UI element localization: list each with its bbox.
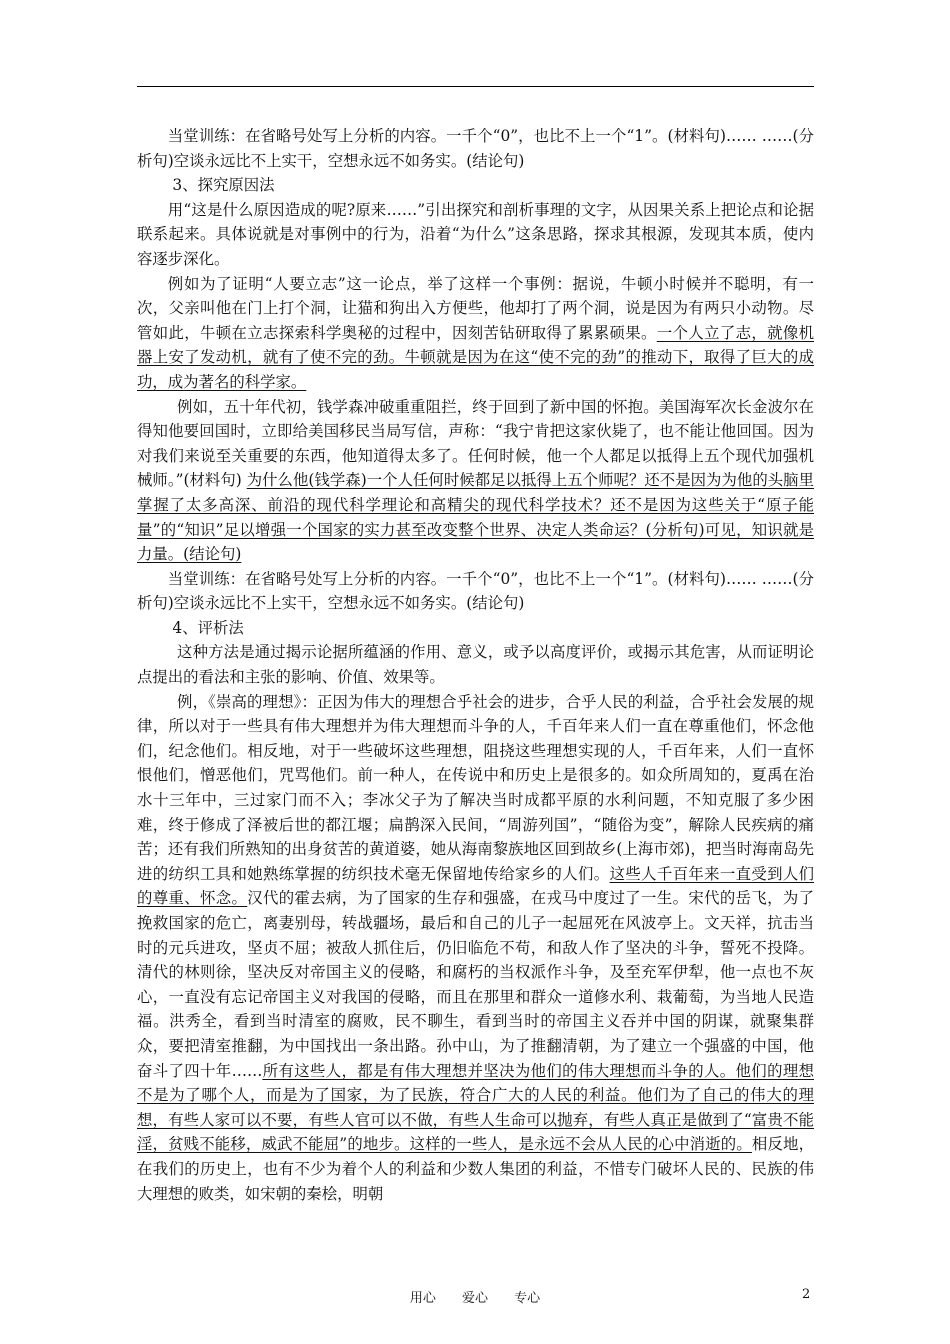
text-run: 例，《崇高的理想》：正因为伟大的理想合乎社会的进步，合乎人民的利益，合乎社会发展的规律，所以对于一些具有伟大理想并为伟大理想而斗争的人，千百年来人们一直在尊重他们，怀念他们，纪念他们。相反地，对于一些破坏这些理想，阻挠这些理想实现的人，千百年来，人们一直怀恨他们，憎恶他们，咒骂他们。前一种人，在传说中和历史上是很多的。如众所周知的，夏禹在治水十三年中，三过家门而不入；李冰父子为了解决当时成都平原的水利问题，不知克服了多少困难，终于修成了泽被后世的都江堰；扁鹊深入民间，“周游列国”，“随俗为变”，解除人民疾病的痛苦；还有我们所熟知的出身贫苦的黄道婆，她从海南黎族地区回到故乡(上海市郊)，把当时海南岛先进的纺织工具和她熟练掌握的纺织技术毫无保留地传给家乡的人们。 — [137, 692, 814, 883]
underlined-text: 为什么他(钱学森)一个人任何时候都足以抵得上五个师呢？还不是因为为他的头脑里掌握了太多高深、前沿的现代科学理论和高精尖的现代科学技术？还不是因为这些关于“原子能量”的“知识”足以增强一个国家的实力甚至改变整个世界、决定人类命运？(分析句)可见，知识就是力量。(结论句) — [137, 471, 814, 564]
text-run: 例如为了证明“人要立志”这一论点，举了这样一个事例：据说，牛顿小时候并不聪明，有一次，父亲叫他在门上打个洞，让猫和狗出入方便些，他却打了两个洞，说是因为有两只小动物。尽管如此，牛顿在立志探索科学奥秘的过程中，因刻苦钻研取得了累累硕果。 — [137, 274, 814, 342]
page-number: 2 — [802, 1287, 811, 1302]
underlined-text: 所有这些人，都是有伟大理想并坚决为他们的伟大理想而斗争的人。他们的理想不是为了哪个人，而是为了国家，为了民族，符合广大的人民的利益。他们为了自己的伟大的理想，有些人家可以不要，有些人官可以不做，有些人生命可以抛弃，有些人真正是做到了“富贵不能淫，贫贱不能移，威武不能屈”的地步。这样的一些人，是永远不会从人民的心中消逝的。 — [137, 1061, 814, 1154]
paragraph — [137, 640, 814, 689]
footer-motto: 用心 爱心 专心 — [409, 1291, 541, 1306]
text-run: 当堂训练：在省略号处写上分析的内容。一千个“0”，也比不上一个“1”。(材料句)…… ……(分析句)空谈永远比不上实干，空想永远不如务实。(结论句) — [137, 127, 814, 170]
text-run: 这种方法是通过揭示论据所蕴涵的作用、意义，或予以高度评价，或揭示其危害，从而证明论点提出的看法和主张的影响、价值、效果等。 — [137, 643, 814, 687]
text-run: 汉代的霍去病，为了国家的生存和强盛，在戎马中度过了一生。宋代的岳飞，为了挽救国家的危亡，离妻别母，转战疆场，最后和自己的儿子一起屈死在风波亭上。文天祥，抗击当时的元兵进攻，坚贞不屈；被敌人抓住后，仍旧临危不苟，和敌人作了坚决的斗争，誓死不投降。清代的林则徐，坚决反对帝国主义的侵略，和腐朽的当权派作斗争，及至充军伊犁，他一点也不灰心，一直没有忘记帝国主义对我国的侵略，而且在那里和群众一道修水利、栽葡萄，为当地人民造福。洪秀全，看到当时清室的腐败，民不聊生，看到当时的帝国主义吞并中国的阴谋，就聚集群众，要把清室推翻，为中国找出一条出路。孙中山，为了推翻清朝，为了建立一个强盛的中国，他奋斗了四十年…… — [137, 889, 814, 1080]
text-run: 相反地，在我们的历史上，也有不少为着个人的利益和少数人集团的利益，不惜专门破坏人民的、民族的伟大理想的败类，如宋朝的秦桧，明朝 — [137, 1135, 814, 1203]
paragraph — [137, 690, 814, 1206]
text-run: 当堂训练：在省略号处写上分析的内容。一千个“0”，也比不上一个“1”。(材料句)…… ……(分析句)空谈永远比不上实干，空想永远不如务实。(结论句) — [137, 569, 814, 613]
header-rule — [137, 86, 814, 87]
underlined-text: 一个人立了志，就像机器上安了发动机，就有了使不完的劲。牛顿就是因为在这“使不完的劲”的推动下，取得了巨大的成功，成为著名的科学家。 — [137, 323, 814, 391]
text-run: 例如，五十年代初，钱学森冲破重重阻拦，终于回到了新中国的怀抱。美国海军次长金波尔在得知他要回国时，立即给美国移民当局写信，声称：“我宁肯把这家伙毙了，也不能让他回国。因为对我们来说至关重要的东西，他知道得太多了。任何时候，他一个人都足以抵得上五个现代加强机械师。”(材料句) — [137, 397, 814, 490]
paragraph — [137, 272, 814, 395]
text-run: 用“这是什么原因造成的呢?原来……”引出探究和剖析事理的文字，从因果关系上把论点和论据联系起来。具体说就是对事例中的行为，沿着“为什么”这条思路，探求其根源，发现其本质，使内容逐步深化。 — [137, 200, 814, 268]
text-run: 4、评析法 — [172, 618, 244, 637]
underlined-text: 这些人千百年来一直受到人们的尊重、怀念。 — [137, 864, 814, 908]
paragraph — [137, 616, 814, 641]
paragraph — [137, 567, 814, 616]
text-run: 3、探究原因法 — [172, 176, 275, 195]
document-body — [137, 124, 814, 1206]
paragraph — [137, 395, 814, 567]
paragraph — [137, 173, 814, 198]
paragraph — [137, 124, 814, 173]
paragraph — [137, 198, 814, 272]
